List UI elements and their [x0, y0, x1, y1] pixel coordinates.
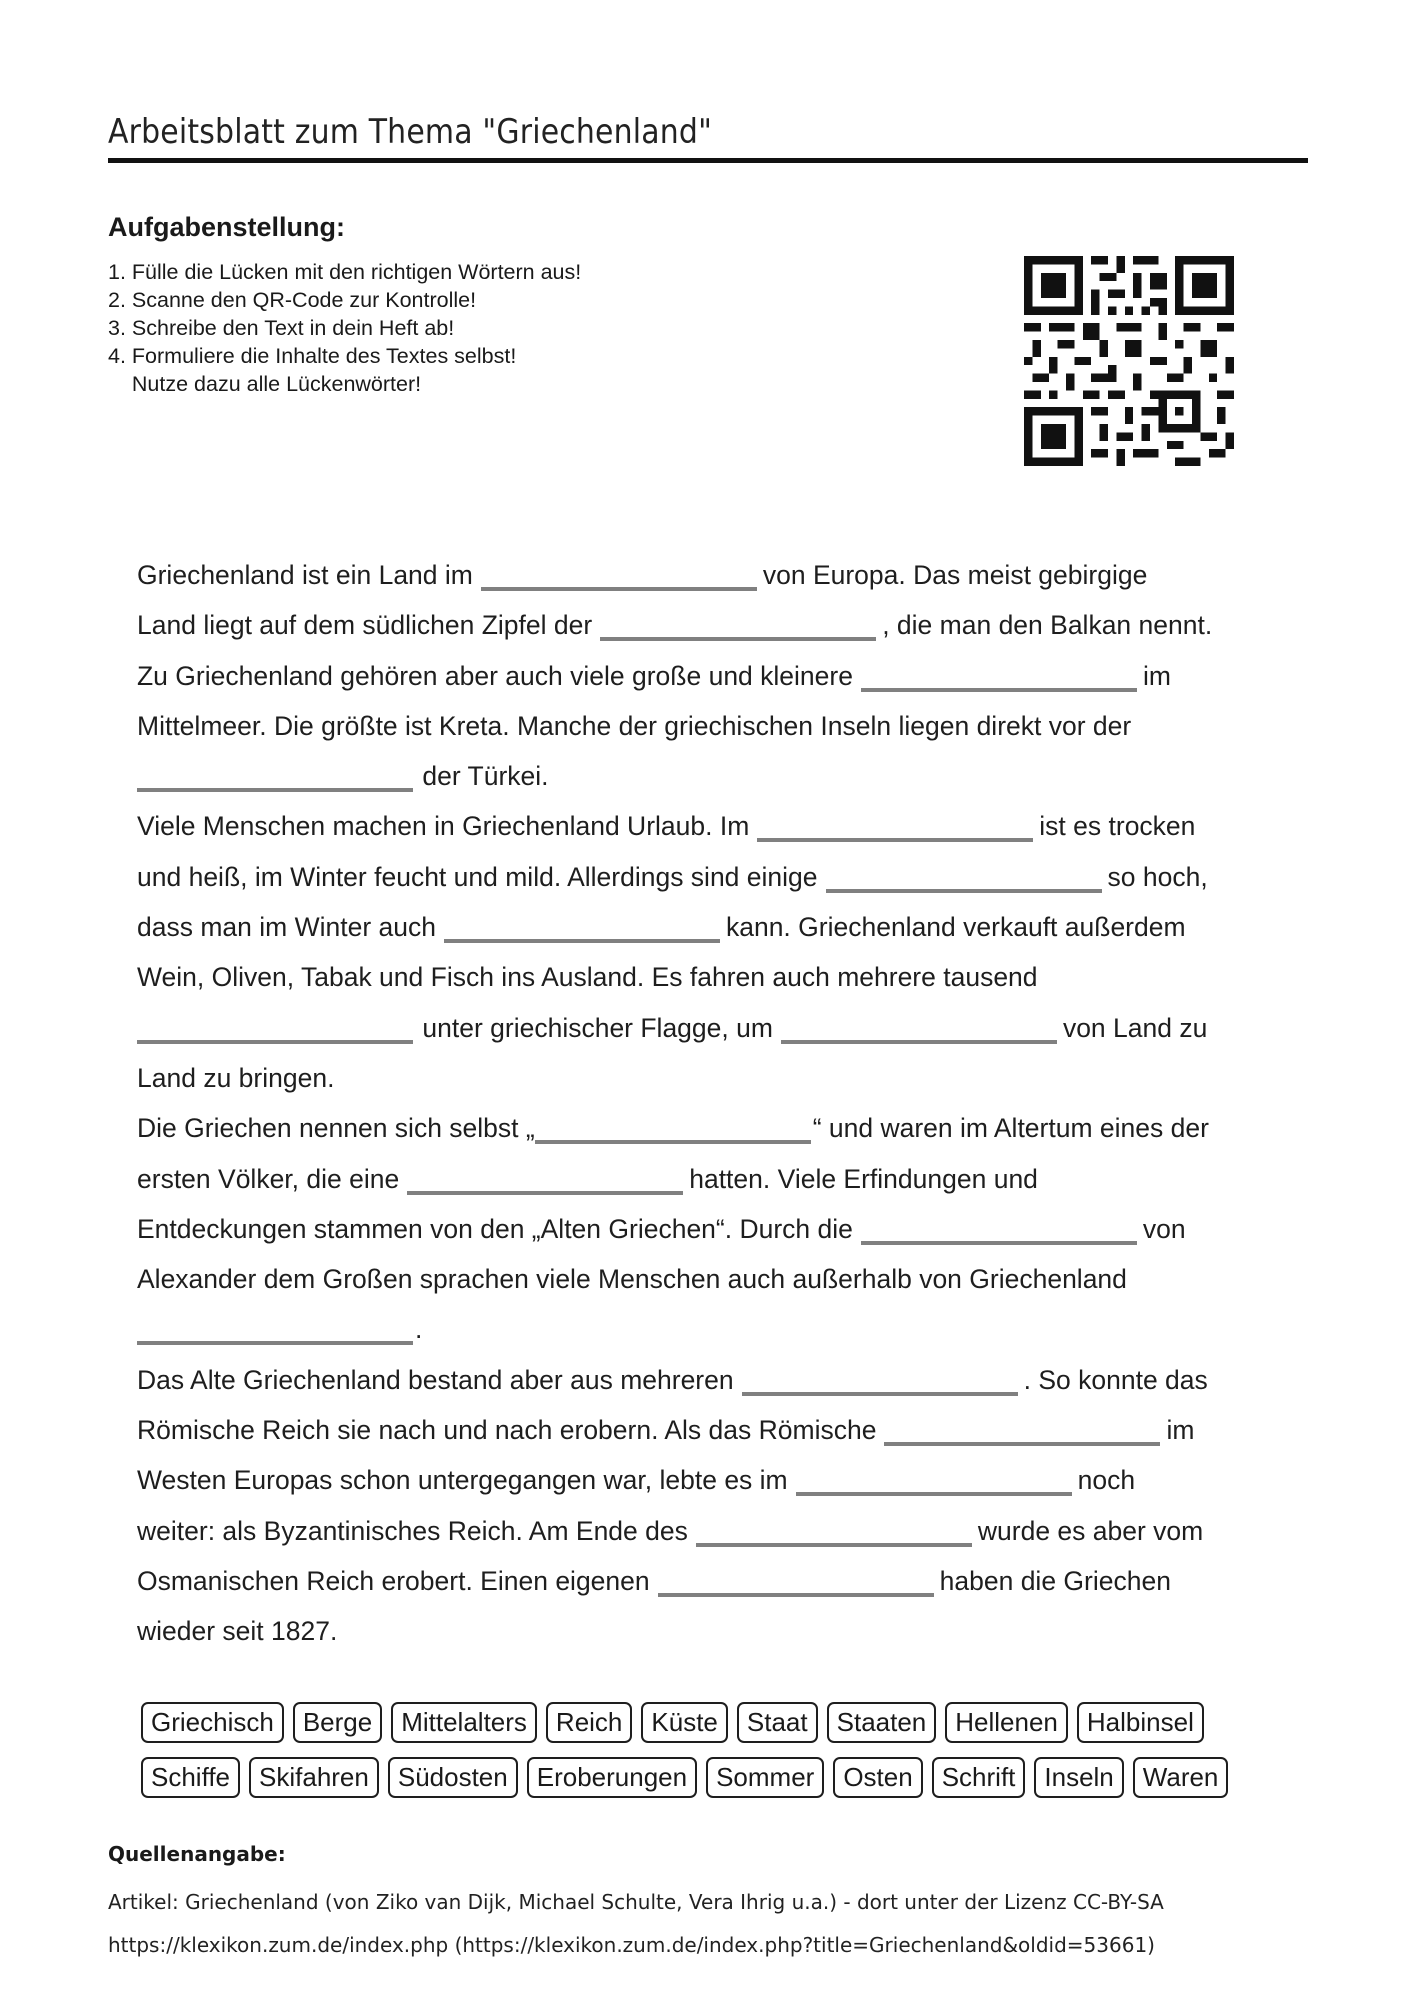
text-line: Das Alte Griechenland bestand aber aus mehreren . So konnte das: [137, 1364, 1208, 1395]
text-line: und heiß, im Winter feucht und mild. Allerdings sind einige so hoch,: [137, 861, 1208, 892]
blank-field[interactable]: [742, 1366, 1018, 1396]
word-chip[interactable]: Waren: [1133, 1757, 1229, 1798]
blank-field[interactable]: [658, 1567, 934, 1597]
qr-code-icon[interactable]: [1024, 256, 1234, 466]
word-chip[interactable]: Halbinsel: [1077, 1702, 1204, 1743]
blank-field[interactable]: [861, 1215, 1137, 1245]
text-line: ersten Völker, die eine hatten. Viele Erfindungen und: [137, 1163, 1038, 1194]
text-line: Die Griechen nennen sich selbst „ “ und waren im Altertum eines der: [137, 1113, 1209, 1144]
word-bank: [141, 1702, 1228, 1812]
task-item: 2. Scanne den QR-Code zur Kontrolle!: [108, 288, 477, 312]
word-chip[interactable]: Osten: [833, 1757, 922, 1798]
blank-field[interactable]: [781, 1014, 1057, 1044]
word-chip[interactable]: Reich: [546, 1702, 632, 1743]
blank-field[interactable]: [757, 812, 1033, 842]
text-line: Zu Griechenland gehören aber auch viele große und kleinere im: [137, 660, 1171, 691]
word-chip[interactable]: Mittelalters: [391, 1702, 537, 1743]
word-chip[interactable]: Schrift: [932, 1757, 1026, 1798]
text-line: Land zu bringen.: [137, 1062, 335, 1093]
blank-field[interactable]: [796, 1466, 1072, 1496]
text-line: Land liegt auf dem südlichen Zipfel der , die man den Balkan nennt.: [137, 610, 1213, 641]
text-line: .: [137, 1304, 1317, 1354]
task-item: Nutze dazu alle Lückenwörter!: [108, 372, 422, 396]
blank-field[interactable]: [696, 1517, 972, 1547]
text-line: Osmanischen Reich erobert. Einen eigenen haben die Griechen: [137, 1565, 1171, 1596]
task-list: [108, 258, 581, 398]
blank-field[interactable]: [407, 1165, 683, 1195]
word-chip[interactable]: Südosten: [388, 1757, 518, 1798]
blank-field[interactable]: [137, 1014, 413, 1044]
task-item: 1. Fülle die Lücken mit den richtigen Wörtern aus!: [108, 260, 582, 284]
task-heading: Aufgabenstellung:: [108, 212, 345, 242]
source-link[interactable]: https://klexikon.zum.de/index.php (https://klexikon.zum.de/index.php?title=Griechenland&oldid=53661): [108, 1933, 1155, 1957]
blank-field[interactable]: [481, 561, 757, 591]
blank-field[interactable]: [861, 662, 1137, 692]
text-line: Westen Europas schon untergegangen war, lebte es im noch: [137, 1465, 1136, 1496]
word-bank-row: [141, 1702, 1228, 1743]
text-line: Wein, Oliven, Tabak und Fisch ins Ausland. Es fahren auch mehrere tausend: [137, 962, 1038, 993]
word-chip[interactable]: Staat: [737, 1702, 818, 1743]
word-chip[interactable]: Inseln: [1034, 1757, 1123, 1798]
word-chip[interactable]: Sommer: [706, 1757, 824, 1798]
word-bank-row: [141, 1757, 1228, 1798]
blank-field[interactable]: [137, 762, 413, 792]
word-chip[interactable]: Hellenen: [945, 1702, 1068, 1743]
blank-field[interactable]: [137, 1315, 413, 1345]
source-heading: Quellenangabe:: [108, 1842, 286, 1866]
text-line: wieder seit 1827.: [137, 1616, 338, 1647]
word-chip[interactable]: Eroberungen: [527, 1757, 697, 1798]
text-line: Alexander dem Großen sprachen viele Menschen auch außerhalb von Griechenland: [137, 1264, 1127, 1295]
blank-field[interactable]: [826, 863, 1102, 893]
source-article: Artikel: Griechenland (von Ziko van Dijk, Michael Schulte, Vera Ihrig u.a.) - dort unter der Lizenz CC-BY-SA: [108, 1890, 1164, 1914]
word-chip[interactable]: Skifahren: [249, 1757, 379, 1798]
word-chip[interactable]: Staaten: [827, 1702, 937, 1743]
text-line: der Türkei.: [137, 751, 1317, 801]
blank-field[interactable]: [535, 1114, 811, 1144]
cloze-text: [137, 550, 1317, 1657]
word-chip[interactable]: Berge: [293, 1702, 382, 1743]
text-line: Entdeckungen stammen von den „Alten Griechen“. Durch die von: [137, 1213, 1186, 1244]
blank-field[interactable]: [600, 611, 876, 641]
blank-field[interactable]: [884, 1416, 1160, 1446]
text-line: weiter: als Byzantinisches Reich. Am Ende des wurde es aber vom: [137, 1515, 1204, 1546]
text-line: Griechenland ist ein Land im von Europa. Das meist gebirgige: [137, 560, 1148, 590]
word-chip[interactable]: Griechisch: [141, 1702, 284, 1743]
text-line: unter griechischer Flagge, um von Land zu: [137, 1003, 1317, 1053]
title-rule: [108, 158, 1308, 163]
word-chip[interactable]: Küste: [641, 1702, 728, 1743]
text-line: dass man im Winter auch kann. Griechenland verkauft außerdem: [137, 912, 1186, 943]
task-item: 3. Schreibe den Text in dein Heft ab!: [108, 316, 455, 340]
word-chip[interactable]: Schiffe: [141, 1757, 240, 1798]
blank-field[interactable]: [444, 913, 720, 943]
task-item: 4. Formuliere die Inhalte des Textes selbst!: [108, 344, 517, 368]
text-line: Viele Menschen machen in Griechenland Urlaub. Im ist es trocken: [137, 811, 1196, 842]
text-line: Mittelmeer. Die größte ist Kreta. Manche der griechischen Inseln liegen direkt vor der: [137, 710, 1132, 741]
page-title: Arbeitsblatt zum Thema "Griechenland": [108, 112, 713, 152]
text-line: Römische Reich sie nach und nach erobern. Als das Römische im: [137, 1415, 1195, 1446]
